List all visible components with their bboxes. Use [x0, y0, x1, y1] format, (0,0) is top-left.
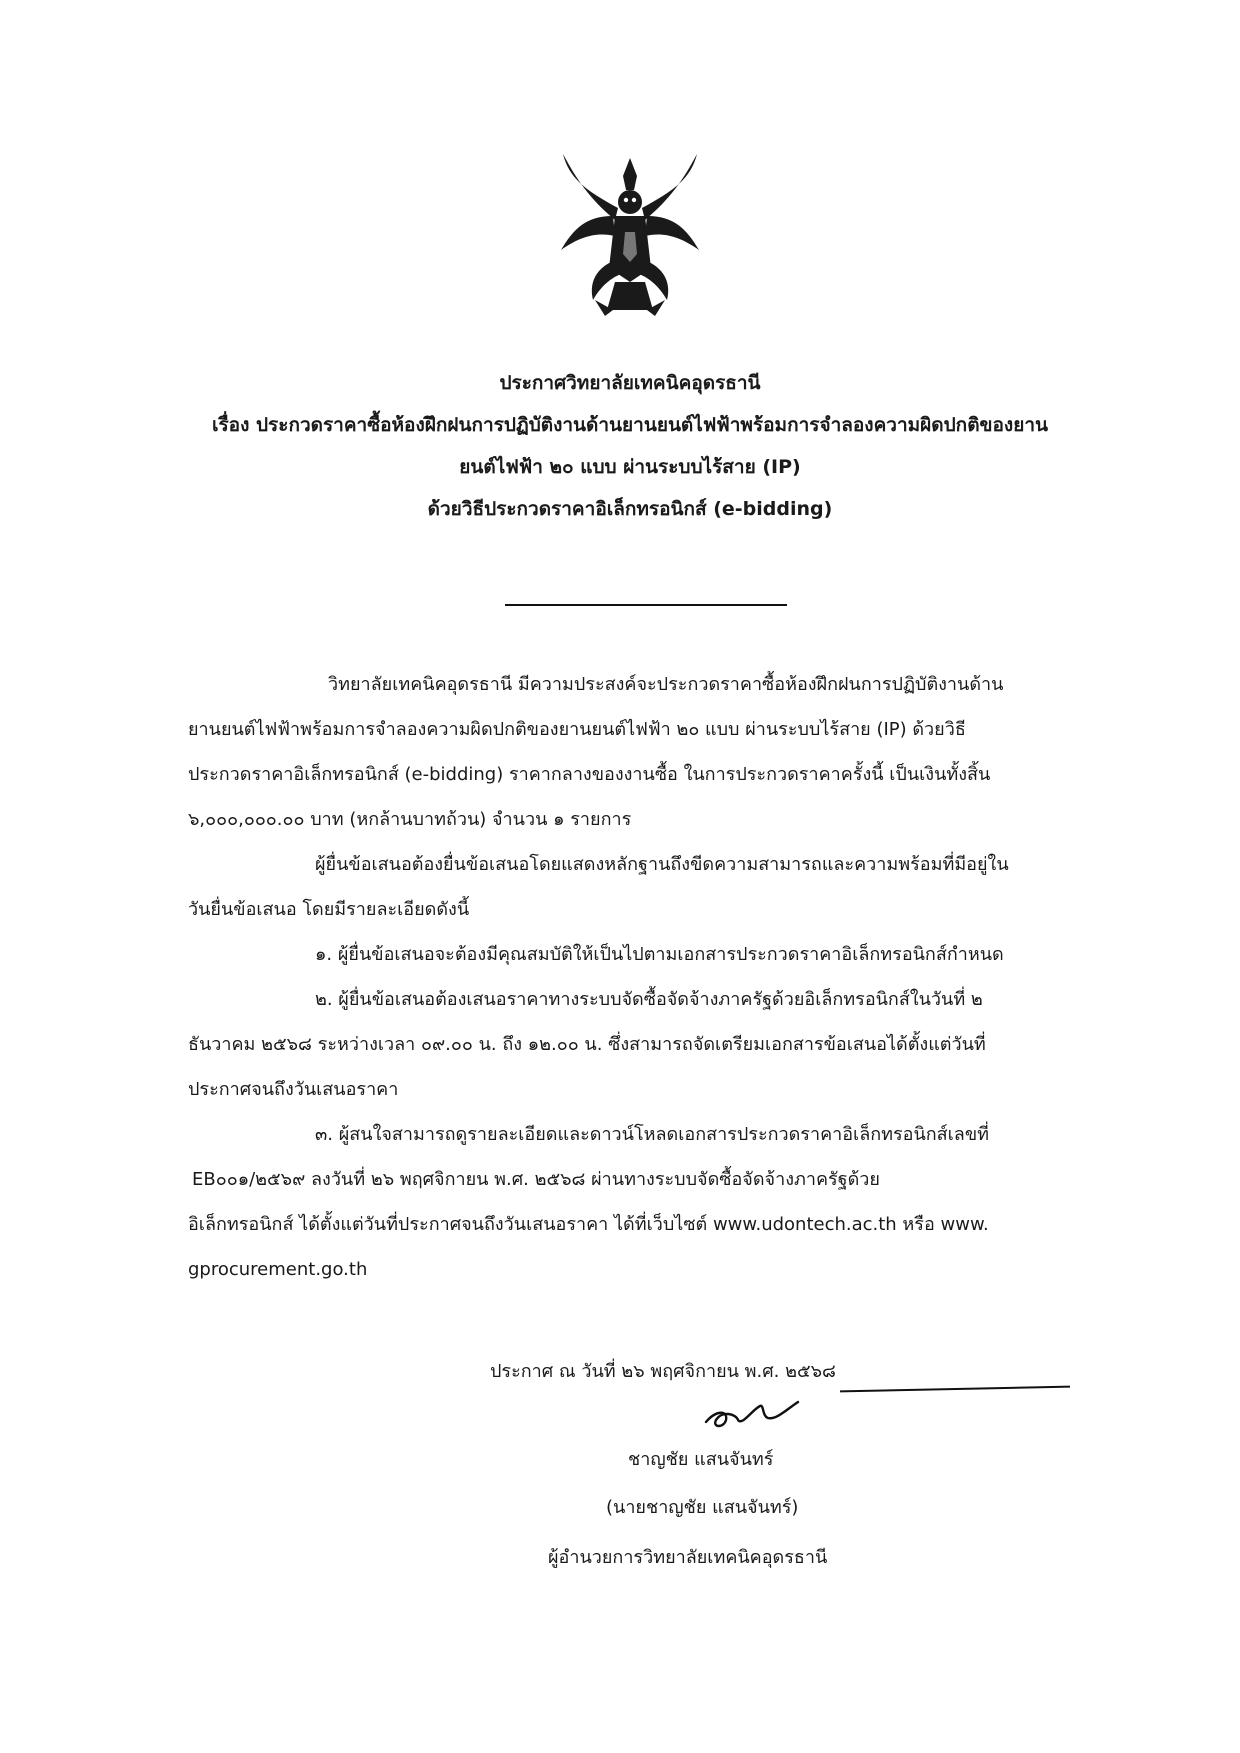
title-divider — [505, 604, 787, 606]
body-line: ๑. ผู้ยื่นข้อเสนอจะต้องมีคุณสมบัติให้เป็นไปตามเอกสารประกวดราคาอิเล็กทรอนิกส์กำหนด — [315, 944, 1004, 965]
announcement-date: ประกาศ ณ วันที่ ๒๖ พฤศจิกายน พ.ศ. ๒๕๖๘ — [490, 1361, 836, 1382]
body-line: ๓. ผู้สนใจสามารถดูรายละเอียดและดาวน์โหลดเอกสารประกวดราคาอิเล็กทรอนิกส์เลขที่ — [315, 1124, 990, 1145]
signer-position: ผู้อำนวยการวิทยาลัยเทคนิคอุดรธานี — [548, 1547, 828, 1568]
announcement-body — [188, 662, 1093, 1292]
title-line: ยนต์ไฟฟ้า ๒๐ แบบ ผ่านระบบไร้สาย (IP) — [459, 456, 801, 478]
body-line: ผู้ยื่นข้อเสนอต้องยื่นข้อเสนอโดยแสดงหลักฐานถึงขีดความสามารถและความพร้อมที่มีอยู่ใน — [315, 854, 1009, 875]
body-line: อิเล็กทรอนิกส์ ได้ตั้งแต่วันที่ประกาศจนถึงวันเสนอราคา ได้ที่เว็บไซต์ www.udontech.ac.th หรือ www. — [188, 1214, 989, 1235]
body-line: ประกวดราคาอิเล็กทรอนิกส์ (e-bidding) ราคากลางของงานซื้อ ในการประกวดราคาครั้งนี้ เป็นเงินทั้งสิ้น — [188, 764, 991, 785]
announcement-title — [150, 372, 1110, 540]
body-line: วันยื่นข้อเสนอ โดยมีรายละเอียดดังนี้ — [188, 899, 470, 920]
body-line: ๒. ผู้ยื่นข้อเสนอต้องเสนอราคาทางระบบจัดซื้อจัดจ้างภาครัฐด้วยอิเล็กทรอนิกส์ในวันที่ ๒ — [315, 989, 983, 1010]
body-line: ๖,๐๐๐,๐๐๐.๐๐ บาท (หกล้านบาทถ้วน) จำนวน ๑ รายการ — [188, 809, 632, 830]
signer-name: ชาญชัย แสนจันทร์ — [628, 1449, 774, 1470]
body-line: EB๐๐๑/๒๕๖๙ ลงวันที่ ๒๖ พฤศจิกายน พ.ศ. ๒๕๖๘ ผ่านทางระบบจัดซื้อจัดจ้างภาครัฐด้วย — [192, 1169, 880, 1190]
garuda-emblem-icon — [555, 150, 705, 320]
body-line: gprocurement.go.th — [188, 1259, 368, 1280]
body-line: วิทยาลัยเทคนิคอุดรธานี มีความประสงค์จะประกวดราคาซื้อห้องฝึกฝนการปฏิบัติงานด้าน — [328, 674, 1004, 695]
body-line: ธันวาคม ๒๕๖๘ ระหว่างเวลา ๐๙.๐๐ น. ถึง ๑๒.๐๐ น. ซึ่งสามารถจัดเตรียมเอกสารข้อเสนอได้ตั้งแต่วันที่ — [188, 1034, 986, 1055]
body-line: ประกาศจนถึงวันเสนอราคา — [188, 1079, 399, 1100]
title-line: เรื่อง ประกวดราคาซื้อห้องฝึกฝนการปฏิบัติงานด้านยานยนต์ไฟฟ้าพร้อมการจำลองความผิดปกติของยาน — [211, 414, 1048, 436]
signer-full-name: (นายชาญชัย แสนจันทร์) — [606, 1497, 799, 1518]
body-line: ยานยนต์ไฟฟ้าพร้อมการจำลองความผิดปกติของยานยนต์ไฟฟ้า ๒๐ แบบ ผ่านระบบไร้สาย (IP) ด้วยวิธี — [188, 719, 966, 740]
title-line: ประกาศวิทยาลัยเทคนิคอุดรธานี — [499, 372, 761, 394]
title-line: ด้วยวิธีประกวดราคาอิเล็กทรอนิกส์ (e-bidding) — [427, 498, 833, 520]
handwritten-signature-icon — [702, 1396, 812, 1438]
signature-block — [490, 1352, 1050, 1568]
